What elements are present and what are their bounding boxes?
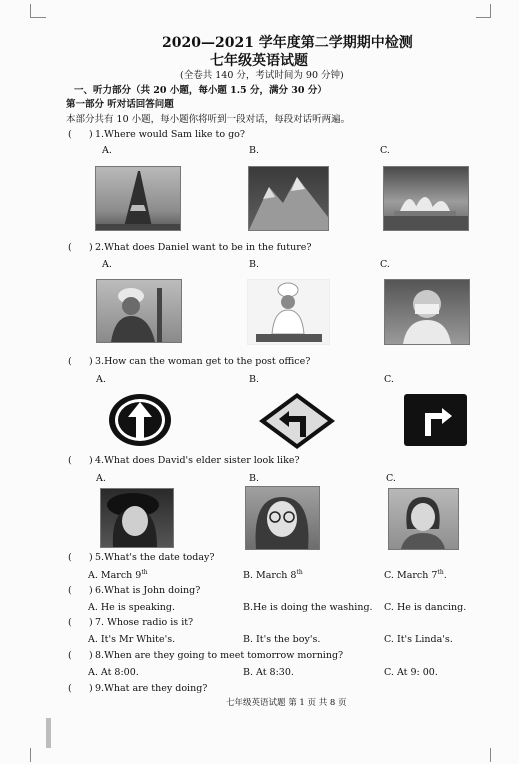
question-text: 7. Whose radio is it? — [95, 617, 194, 628]
question-text: 8.When are they going to meet tomorrow morning? — [95, 650, 344, 661]
option-a — [88, 570, 148, 581]
question-text: 5.What's the date today? — [95, 552, 215, 563]
question-text: 3.How can the woman get to the post office? — [95, 356, 311, 367]
option-b-label: B. — [249, 374, 260, 385]
turn-right-sign-icon — [404, 394, 467, 446]
glasses-girl-photo — [245, 486, 320, 550]
option-a: A. At 8:00. — [88, 667, 139, 678]
exam-subtitle: 七年级英语试题 — [210, 53, 308, 69]
question-text: 6.What is John doing? — [95, 585, 201, 596]
ordinal-suffix: th — [296, 569, 303, 576]
exam-title: 2020—2021 学年度第二学期期中检测 — [162, 35, 413, 51]
answer-bracket-open: ( — [68, 683, 72, 694]
option-a-label: A. — [102, 145, 112, 156]
exam-note: (全卷共 140 分，考试时间为 90 分钟) — [180, 70, 344, 81]
option-c-label: C. — [384, 374, 394, 385]
ordinal-suffix: th — [437, 569, 444, 576]
up-arrow-sign-icon — [108, 393, 173, 448]
answer-bracket-close: ) — [89, 650, 93, 661]
ordinal-suffix: th — [141, 569, 148, 576]
option-c: C. It's Linda's. — [384, 634, 453, 645]
option-b: B.He is doing the washing. — [243, 602, 373, 613]
option-a-label: A. — [96, 473, 106, 484]
page-footer: 七年级英语试题 第 1 页 共 8 页 — [226, 698, 347, 708]
option-c-label: C. — [380, 145, 390, 156]
option-b-label: B. — [249, 473, 260, 484]
answer-bracket-close: ) — [89, 585, 93, 596]
long-hair-girl-photo — [100, 488, 174, 548]
answer-bracket-open: ( — [68, 585, 72, 596]
answer-bracket-close: ) — [89, 455, 93, 466]
option-a-text: A. March 9 — [88, 570, 142, 582]
answer-bracket-open: ( — [68, 650, 72, 661]
option-c: C. At 9: 00. — [384, 667, 438, 678]
answer-bracket-open: ( — [68, 242, 72, 253]
question-text: 4.What does David's elder sister look like? — [95, 455, 300, 466]
crop-mark — [30, 4, 31, 18]
crop-mark — [30, 748, 31, 762]
worker-photo — [96, 279, 182, 343]
option-c: C. He is dancing. — [384, 602, 467, 613]
crop-mark — [30, 17, 46, 18]
option-c-label: C. — [380, 259, 390, 270]
answer-bracket-open: ( — [68, 552, 72, 563]
option-c — [384, 570, 447, 581]
option-a: A. He is speaking. — [88, 602, 176, 613]
crop-mark — [476, 17, 490, 18]
question-text: 2.What does Daniel want to be in the future? — [95, 242, 312, 253]
option-b-text: B. March 8 — [243, 570, 297, 582]
turn-left-sign-icon — [257, 391, 337, 451]
question-text: 1.Where would Sam like to go? — [95, 129, 245, 140]
sydney-opera-house-photo — [383, 166, 469, 231]
answer-bracket-open: ( — [68, 129, 72, 140]
mountain-photo — [248, 166, 329, 231]
instructions: 本部分共有 10 小题，每小题你将听到一段对话，每段对话听两遍。 — [66, 114, 351, 125]
chef-photo — [247, 279, 330, 345]
crop-mark — [490, 4, 491, 18]
eiffel-tower-photo — [95, 166, 181, 231]
answer-bracket-close: ) — [89, 242, 93, 253]
short-hair-girl-photo — [388, 488, 459, 550]
answer-bracket-close: ) — [89, 129, 93, 140]
answer-bracket-open: ( — [68, 455, 72, 466]
answer-bracket-close: ) — [89, 552, 93, 563]
option-b: B. At 8:30. — [243, 667, 294, 678]
option-b — [243, 570, 303, 581]
option-c-label: C. — [386, 473, 396, 484]
answer-bracket-close: ) — [89, 356, 93, 367]
question-text: 9.What are they doing? — [95, 683, 208, 694]
period: . — [443, 570, 447, 582]
option-a: A. It's Mr White's. — [88, 634, 176, 645]
answer-bracket-close: ) — [89, 617, 93, 628]
option-c-text: C. March 7 — [384, 570, 438, 582]
answer-bracket-open: ( — [68, 356, 72, 367]
part-heading: 第一部分 听对话回答问题 — [66, 99, 174, 110]
answer-bracket-open: ( — [68, 617, 72, 628]
option-a-label: A. — [96, 374, 106, 385]
option-b-label: B. — [249, 145, 260, 156]
binding-margin-bar — [46, 718, 51, 748]
section-heading: 一、听力部分（共 20 小题，每小题 1.5 分，满分 30 分） — [74, 85, 327, 96]
option-b-label: B. — [249, 259, 260, 270]
crop-mark — [490, 748, 491, 762]
option-a-label: A. — [102, 259, 112, 270]
answer-bracket-close: ) — [89, 683, 93, 694]
doctor-photo — [384, 279, 470, 345]
option-b: B. It's the boy's. — [243, 634, 321, 645]
